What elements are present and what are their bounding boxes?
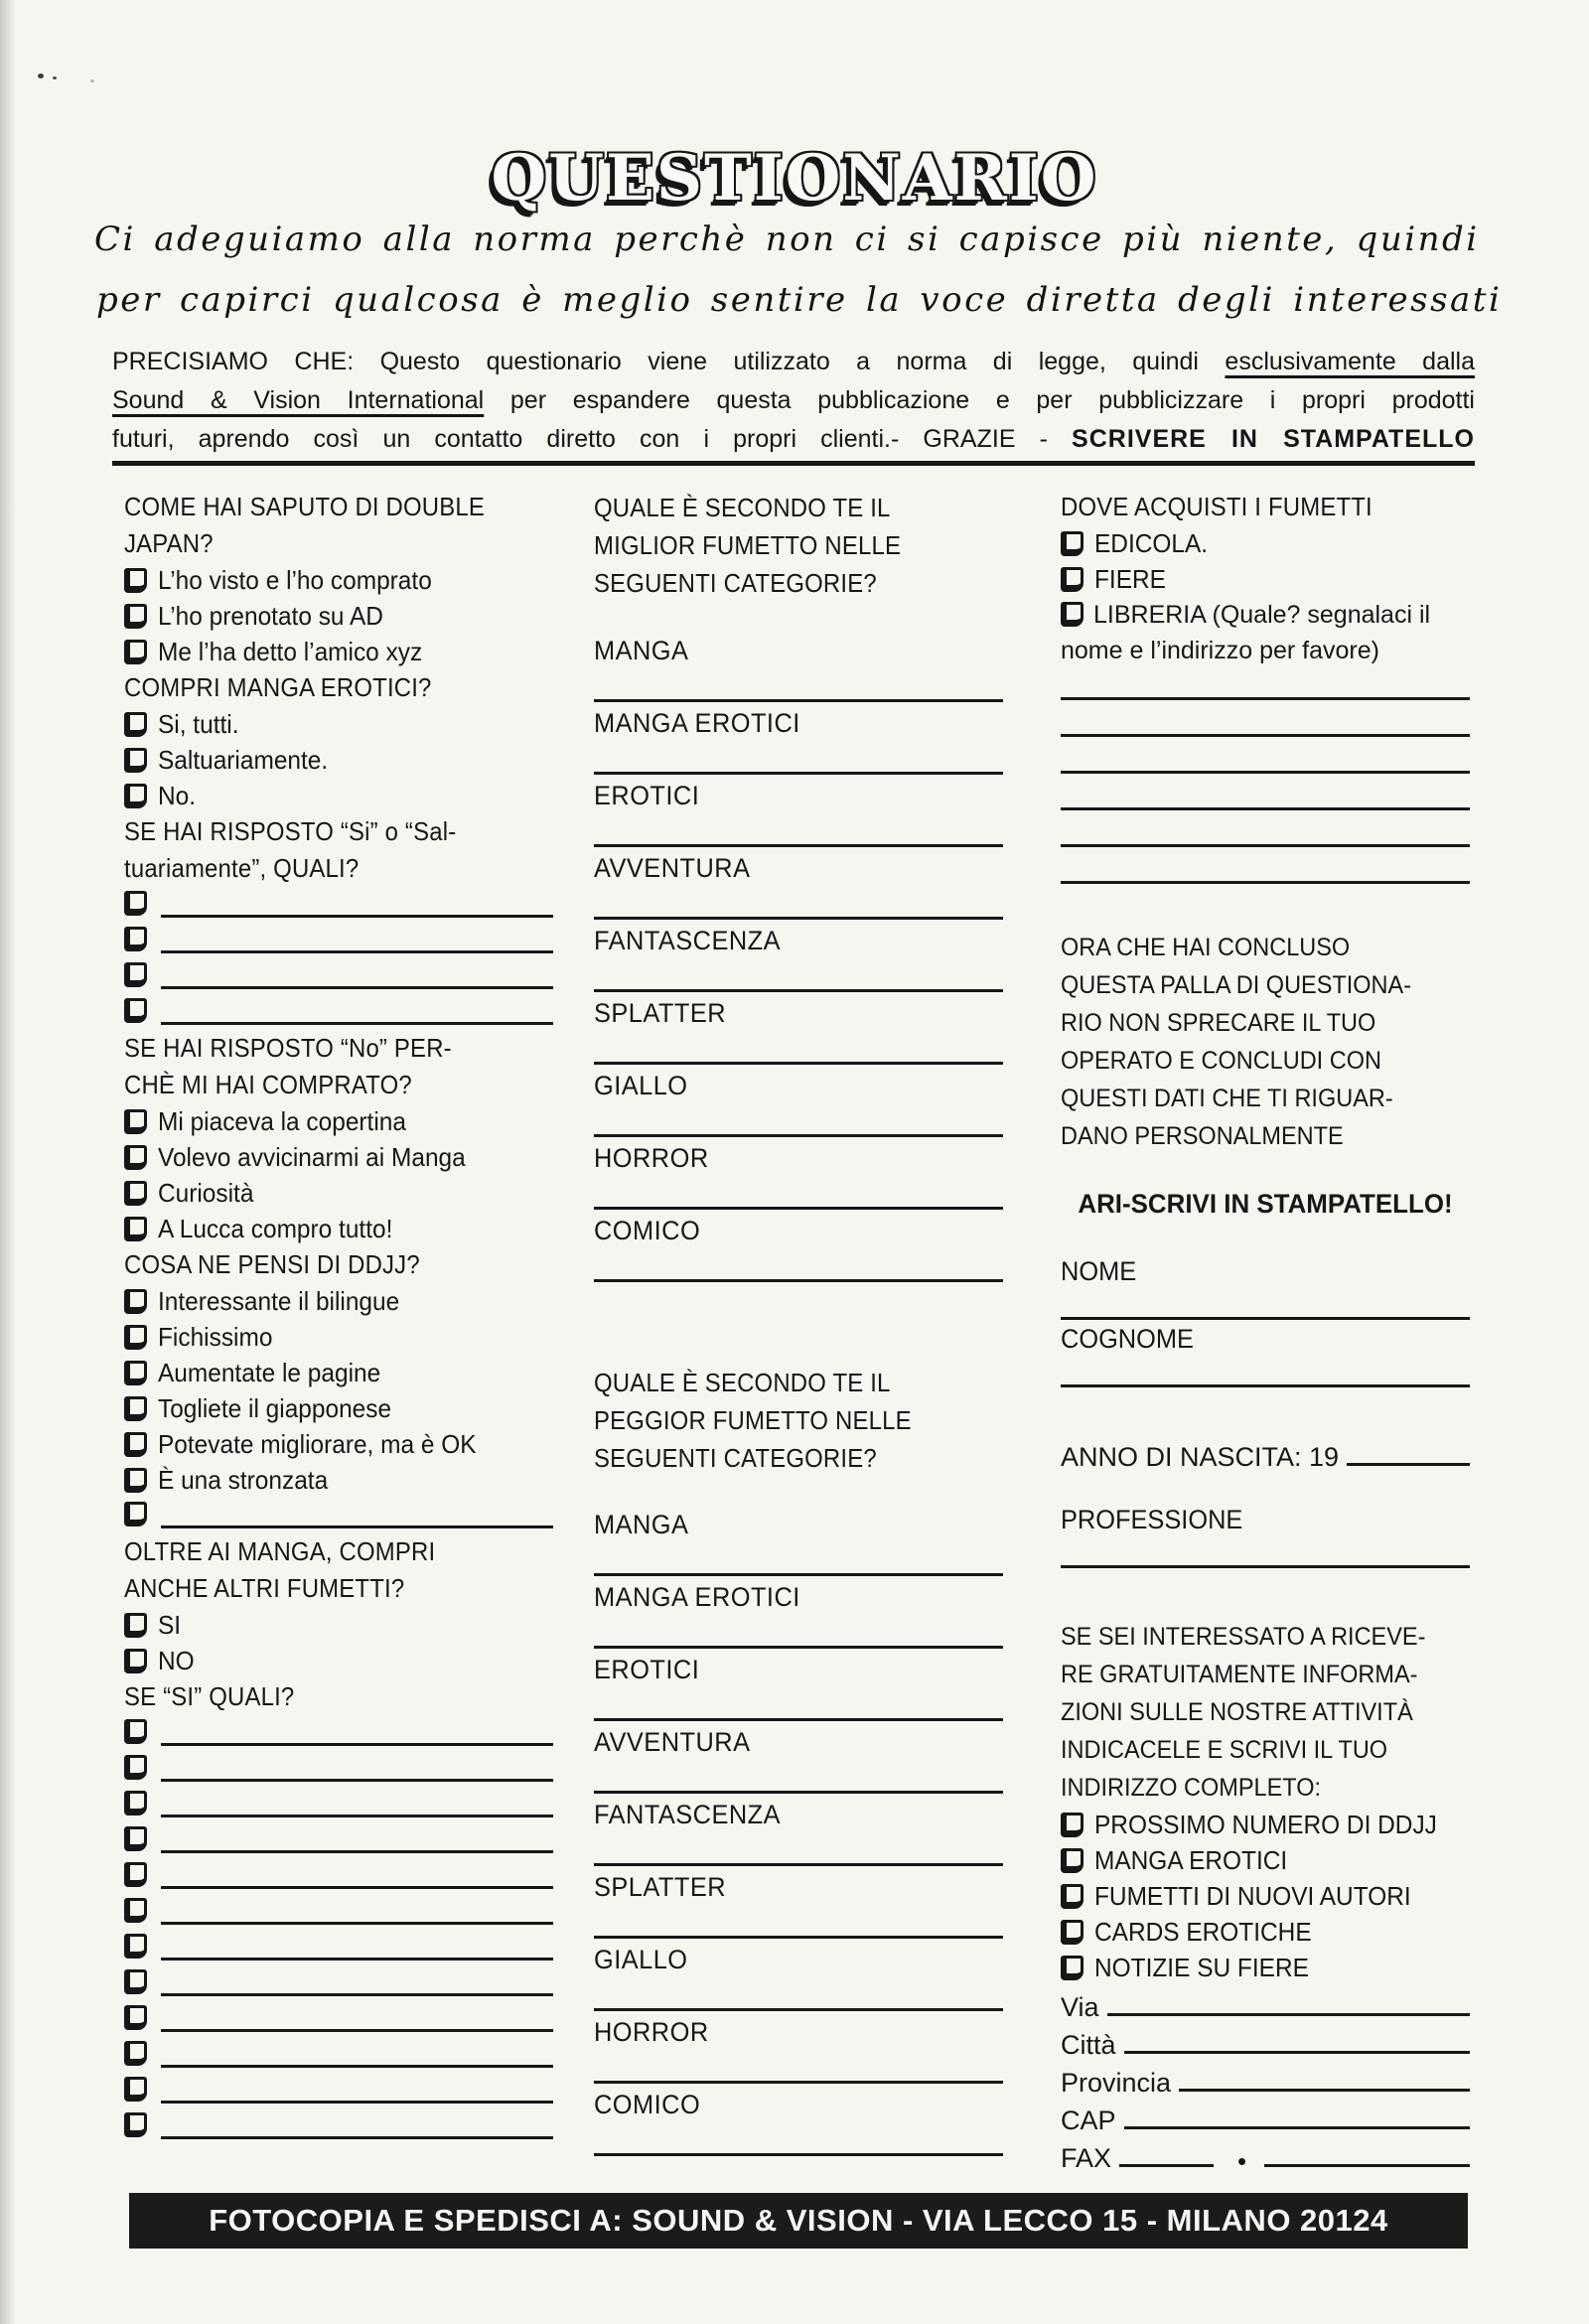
checkbox-option[interactable] (124, 1103, 553, 1139)
question-title: QUALE È SECONDO TE IL PEGGIOR FUMETTO NELLE SEGUENTI CATEGORIE? (594, 1368, 912, 1473)
option-label: No. (158, 780, 197, 810)
checkbox-option[interactable] (124, 634, 553, 669)
emphasis-note: ARI-SCRIVI IN STAMPATELLO! (1078, 1189, 1453, 1219)
category-field (594, 998, 1003, 1071)
page-title-text: QUESTIONARIO (491, 141, 1098, 216)
checkbox-option-wrapped[interactable] (1061, 597, 1470, 668)
category-label: EROTICI (594, 1655, 700, 1684)
write-in-line[interactable] (1061, 1317, 1470, 1320)
checkbox-option[interactable] (124, 1139, 553, 1175)
write-in-line[interactable] (1124, 2051, 1470, 2054)
category-label: COMICO (594, 1216, 701, 1245)
checkbox-icon[interactable] (124, 1934, 147, 1959)
option-label: PROSSIMO NUMERO DI DDJJ (1094, 1809, 1437, 1839)
checkbox-icon[interactable] (124, 1361, 147, 1385)
category-label: MANGA (594, 1510, 689, 1539)
category-label: MANGA (594, 636, 689, 665)
category-field (594, 1216, 1003, 1288)
write-in-line[interactable] (594, 2008, 1003, 2011)
checkbox-option[interactable] (124, 562, 553, 598)
notice-underlined: Sound & Vision International (112, 386, 485, 414)
write-in-row[interactable] (1061, 742, 1470, 779)
category-label: MANGA EROTICI (594, 1582, 800, 1612)
spacer (594, 1288, 1003, 1364)
checkbox-icon[interactable] (124, 1791, 147, 1816)
write-in-line[interactable] (161, 1922, 553, 1925)
option-label: Aumentate le pagine (158, 1357, 381, 1387)
write-in-row[interactable] (1061, 705, 1470, 742)
checkbox-option[interactable] (1061, 1842, 1470, 1878)
write-in-line[interactable] (161, 1743, 553, 1746)
write-in-row[interactable] (1061, 815, 1470, 852)
notice-bold: SCRIVERE IN STAMPATELLO (1072, 425, 1475, 453)
checkbox-option[interactable] (124, 706, 553, 742)
option-label: MANGA EROTICI (1094, 1844, 1288, 1875)
checkbox-icon[interactable] (1061, 1848, 1083, 1873)
option-label: È una stronzata (158, 1464, 329, 1495)
checkbox-icon[interactable] (124, 998, 147, 1023)
checkbox-write-in[interactable] (124, 1751, 553, 1787)
spacer (1061, 1572, 1470, 1618)
checkbox-icon[interactable] (124, 1755, 147, 1780)
checkbox-option[interactable] (1061, 525, 1470, 561)
checkbox-icon[interactable] (124, 1613, 147, 1638)
write-in-line[interactable] (594, 1718, 1003, 1721)
option-label: Me l’ha detto l’amico xyz (158, 636, 423, 666)
field-label: Via (1061, 1992, 1099, 2022)
checkbox-option[interactable] (124, 1175, 553, 1211)
checkbox-icon[interactable] (124, 1969, 147, 1994)
checkbox-option[interactable] (1061, 1878, 1470, 1914)
spacer (1061, 889, 1470, 929)
checkbox-option[interactable] (124, 1462, 553, 1498)
checkbox-write-in[interactable] (124, 958, 553, 994)
notice-line-2 (112, 381, 1475, 420)
write-in-line[interactable] (594, 1646, 1003, 1649)
checkbox-icon[interactable] (1061, 1884, 1083, 1909)
paragraph: SE SEI INTERESSATO A RICEVE- RE GRATUITAMENTE INFORMA- ZIONI SULLE NOSTRE ATTIVITÀ INDICACELE E SCRIVI IL TUO INDIRIZZO COMPLETO: (1061, 1623, 1426, 1802)
category-label: SPLATTER (594, 998, 727, 1028)
checkbox-icon[interactable] (124, 2041, 147, 2066)
checkbox-icon[interactable] (124, 604, 147, 629)
checkbox-option[interactable] (1061, 561, 1470, 597)
category-field (594, 781, 1003, 853)
question-title: DOVE ACQUISTI I FUMETTI (1061, 492, 1372, 521)
category-field (594, 636, 1003, 708)
checkbox-write-in[interactable] (124, 1715, 553, 1751)
checkbox-icon[interactable] (124, 748, 147, 773)
checkbox-icon[interactable] (124, 1396, 147, 1421)
write-in-row[interactable] (1061, 668, 1470, 705)
write-in-line[interactable] (161, 2101, 553, 2104)
category-label: COMICO (594, 2090, 701, 2119)
write-in-line[interactable] (1061, 807, 1470, 810)
write-in-line[interactable] (161, 915, 553, 918)
option-label: EDICOLA. (1094, 527, 1209, 558)
write-in-line[interactable] (594, 1936, 1003, 1939)
write-in-line[interactable] (594, 772, 1003, 775)
checkbox-option[interactable] (1061, 1807, 1470, 1842)
question-title: SE HAI RISPOSTO “Si” o “Sal- tuariamente”, QUALI? (124, 816, 457, 883)
field-label: CAP (1061, 2106, 1116, 2135)
option-label: nome e l’indirizzo per favore) (1061, 637, 1379, 664)
checkbox-write-in[interactable] (124, 994, 553, 1030)
field-label: COGNOME (1061, 1324, 1194, 1354)
notice-underlined: esclusivamente dalla (1225, 348, 1475, 375)
page-title (0, 141, 1589, 216)
intro-line-2: per capirci qualcosa è meglio sentire la voce diretta degli interessati (96, 280, 1503, 320)
write-in-line[interactable] (594, 2081, 1003, 2084)
write-in-line[interactable] (1061, 771, 1470, 774)
checkbox-icon[interactable] (124, 712, 147, 737)
option-label: Volevo avvicinarmi ai Manga (158, 1141, 466, 1172)
checkbox-icon[interactable] (1061, 531, 1083, 556)
checkbox-write-in[interactable] (124, 1858, 553, 1894)
option-label: FIERE (1094, 563, 1166, 594)
checkbox-icon[interactable] (124, 1289, 147, 1314)
option-label: L’ho visto e l’ho comprato (158, 564, 432, 595)
category-label: GIALLO (594, 1071, 688, 1100)
checkbox-write-in[interactable] (124, 1787, 553, 1822)
bullet-dot: • (1237, 2146, 1247, 2176)
write-in-line[interactable] (1264, 2164, 1470, 2167)
spacer (1061, 1225, 1470, 1256)
write-in-row[interactable] (1061, 779, 1470, 815)
spacer (1061, 1155, 1470, 1187)
category-label: SPLATTER (594, 1872, 727, 1902)
category-label: AVVENTURA (594, 1727, 751, 1757)
category-field (594, 853, 1003, 926)
question-title: QUALE È SECONDO TE IL MIGLIOR FUMETTO NELLE SEGUENTI CATEGORIE? (594, 493, 902, 598)
category-field (594, 1727, 1003, 1800)
field-label: PROFESSIONE (1061, 1505, 1243, 1534)
inline-form-field (1061, 1435, 1470, 1473)
write-in-row[interactable] (1061, 852, 1470, 889)
option-label: SI (158, 1609, 182, 1640)
questionnaire-column-right (1061, 489, 1470, 2174)
checkbox-option[interactable] (124, 742, 553, 778)
option-label: CARDS EROTICHE (1094, 1916, 1312, 1947)
write-in-line[interactable] (594, 2153, 1003, 2156)
notice-text: per espandere questa pubblicazione e per pubblicizzare i propri prodotti (484, 386, 1475, 414)
option-line-1 (1061, 597, 1470, 633)
write-in-line[interactable] (1061, 881, 1470, 884)
field-label: ANNO DI NASCITA: 19 (1061, 1442, 1340, 1472)
form-field (1061, 1505, 1470, 1572)
form-field (1061, 1256, 1470, 1324)
write-in-line[interactable] (161, 1886, 553, 1889)
checkbox-icon[interactable] (124, 891, 147, 916)
scan-artifact-dots (38, 73, 44, 78)
question-title: COME HAI SAPUTO DI DOUBLE JAPAN? (124, 492, 486, 558)
checkbox-icon[interactable] (124, 1217, 147, 1241)
intro-line-1: Ci adeguiamo alla norma perchè non ci si capisce più niente, quindi (94, 219, 1480, 259)
checkbox-write-in[interactable] (124, 1498, 553, 1533)
write-in-line[interactable] (1347, 1463, 1470, 1466)
checkbox-icon[interactable] (124, 784, 147, 808)
inline-form-field (1061, 1985, 1470, 2023)
spacer (1061, 1473, 1470, 1505)
checkbox-option[interactable] (124, 598, 553, 634)
option-label: Saltuariamente. (158, 744, 329, 775)
field-label: Provincia (1061, 2068, 1172, 2098)
notice-line-1 (112, 343, 1475, 381)
checkbox-icon[interactable] (124, 1432, 147, 1457)
category-label: FANTASCENZA (594, 926, 782, 955)
write-in-line[interactable] (594, 1207, 1003, 1210)
write-in-line[interactable] (161, 986, 553, 989)
checkbox-icon[interactable] (124, 1468, 147, 1493)
write-in-line[interactable] (161, 1958, 553, 1961)
write-in-line[interactable] (1061, 734, 1470, 737)
checkbox-option[interactable] (124, 778, 553, 813)
checkbox-icon[interactable] (124, 568, 147, 593)
checkbox-icon[interactable] (1061, 567, 1083, 592)
question-title: OLTRE AI MANGA, COMPRI ANCHE ALTRI FUMETTI? (124, 1536, 436, 1603)
checkbox-icon[interactable] (124, 2077, 147, 2102)
inline-form-field (1061, 2023, 1470, 2061)
write-in-line[interactable] (161, 1779, 553, 1782)
checkbox-icon[interactable] (124, 640, 147, 664)
paragraph: ORA CHE HAI CONCLUSO QUESTA PALLA DI QUESTIONA- RIO NON SPRECARE IL TUO OPERATO E CONCLUDI CON QUESTI DATI CHE TI RIGUAR- DANO PERSONALMENTE (1061, 934, 1412, 1150)
write-in-line[interactable] (1061, 1565, 1470, 1568)
category-label: GIALLO (594, 1945, 688, 1974)
checkbox-write-in[interactable] (124, 1822, 553, 1858)
footer-banner: FOTOCOPIA E SPEDISCI A: SOUND & VISION - VIA LECCO 15 - MILANO 20124 (129, 2193, 1468, 2249)
inline-form-field (1061, 2061, 1470, 2099)
checkbox-write-in[interactable] (124, 1965, 553, 2001)
category-field (594, 708, 1003, 781)
write-in-line[interactable] (161, 1993, 553, 1996)
checkbox-option[interactable] (124, 1319, 553, 1355)
field-label: NOME (1061, 1256, 1137, 1286)
category-field (594, 1510, 1003, 1582)
checkbox-write-in[interactable] (124, 2001, 553, 2037)
category-field (594, 1655, 1003, 1727)
category-field (594, 1143, 1003, 1216)
checkbox-write-in[interactable] (124, 2037, 553, 2073)
checkbox-icon[interactable] (124, 1109, 147, 1134)
checkbox-icon[interactable] (124, 1898, 147, 1923)
checkbox-icon[interactable] (124, 2112, 147, 2137)
notice-line-3 (112, 420, 1475, 459)
notice-text: futuri, aprendo così un contatto diretto con i propri clienti.- GRAZIE - (112, 425, 1073, 453)
write-in-line[interactable] (594, 844, 1003, 847)
fax-field (1061, 2136, 1470, 2174)
category-label: AVVENTURA (594, 853, 751, 883)
option-label: Togliete il giapponese (158, 1392, 392, 1423)
legal-notice (112, 343, 1475, 459)
write-in-line[interactable] (161, 2029, 553, 2032)
write-in-line[interactable] (594, 989, 1003, 992)
option-label: A Lucca compro tutto! (158, 1213, 393, 1243)
option-label: NOTIZIE SU FIERE (1094, 1952, 1309, 1982)
option-label: Potevate migliorare, ma è OK (158, 1428, 477, 1459)
checkbox-write-in[interactable] (124, 2073, 553, 2108)
question-title: SE “SI” QUALI? (124, 1681, 295, 1711)
category-field (594, 1582, 1003, 1655)
write-in-line[interactable] (1119, 2164, 1214, 2167)
option-label: Interessante il bilingue (158, 1285, 400, 1316)
checkbox-option[interactable] (124, 1643, 553, 1678)
checkbox-option[interactable] (124, 1211, 553, 1246)
checkbox-write-in[interactable] (124, 887, 553, 923)
question-title: COMPRI MANGA EROTICI? (124, 672, 432, 702)
checkbox-icon[interactable] (124, 1719, 147, 1744)
checkbox-write-in[interactable] (124, 2108, 553, 2144)
write-in-line[interactable] (1107, 2013, 1470, 2016)
option-label: LIBRERIA (Quale? segnalaci il (1093, 601, 1431, 629)
checkbox-option[interactable] (1061, 1914, 1470, 1950)
checkbox-icon[interactable] (124, 927, 147, 951)
write-in-line[interactable] (594, 699, 1003, 702)
write-in-line[interactable] (161, 950, 553, 953)
checkbox-icon[interactable] (124, 1181, 147, 1206)
checkbox-option[interactable] (124, 1355, 553, 1390)
category-field (594, 1800, 1003, 1872)
category-label: HORROR (594, 2017, 709, 2047)
write-in-line[interactable] (594, 1573, 1003, 1576)
write-in-line[interactable] (594, 1863, 1003, 1866)
field-label: Città (1061, 2030, 1116, 2060)
checkbox-write-in[interactable] (124, 1930, 553, 1965)
inline-form-field (1061, 2099, 1470, 2136)
option-label: Curiosità (158, 1177, 254, 1208)
spacer (594, 1477, 1003, 1510)
checkbox-icon[interactable] (124, 1862, 147, 1887)
category-field (594, 1872, 1003, 1945)
write-in-line[interactable] (161, 2065, 553, 2068)
question-title: COSA NE PENSI DI DDJJ? (124, 1249, 420, 1279)
write-in-line[interactable] (594, 1279, 1003, 1282)
option-label: Si, tutti. (158, 708, 239, 739)
write-in-line[interactable] (594, 917, 1003, 920)
checkbox-write-in[interactable] (124, 923, 553, 958)
field-label: FAX (1061, 2143, 1112, 2173)
spacer (1061, 1391, 1470, 1435)
write-in-line[interactable] (1061, 697, 1470, 700)
checkbox-option[interactable] (124, 1426, 553, 1462)
category-label: HORROR (594, 1143, 709, 1173)
form-field (1061, 1324, 1470, 1391)
write-in-line[interactable] (161, 1850, 553, 1853)
spacer (594, 602, 1003, 636)
checkbox-icon[interactable] (1061, 602, 1083, 627)
category-field (594, 1071, 1003, 1143)
checkbox-option[interactable] (1061, 1950, 1470, 1985)
checkbox-option[interactable] (124, 1607, 553, 1643)
checkbox-option[interactable] (124, 1390, 553, 1426)
divider-rule (112, 461, 1475, 466)
checkbox-icon[interactable] (1061, 1813, 1083, 1837)
questionnaire-column-left (124, 489, 553, 2144)
category-label: EROTICI (594, 781, 700, 810)
write-in-line[interactable] (594, 1134, 1003, 1137)
notice-text: PRECISIAMO CHE: Questo questionario viene utilizzato a norma di legge, quindi (112, 348, 1226, 375)
option-label: Fichissimo (158, 1321, 273, 1352)
question-title: SE HAI RISPOSTO “No” PER- CHÈ MI HAI COMPRATO? (124, 1033, 452, 1099)
write-in-line[interactable] (161, 1022, 553, 1025)
checkbox-icon[interactable] (124, 1826, 147, 1851)
category-label: FANTASCENZA (594, 1800, 782, 1829)
checkbox-icon[interactable] (124, 2005, 147, 2030)
option-label: NO (158, 1645, 195, 1675)
category-field (594, 2090, 1003, 2162)
checkbox-icon[interactable] (124, 962, 147, 987)
checkbox-icon[interactable] (124, 1325, 147, 1350)
write-in-line[interactable] (1124, 2126, 1470, 2129)
write-in-line[interactable] (1179, 2089, 1470, 2092)
option-label: Mi piaceva la copertina (158, 1105, 406, 1136)
option-label: FUMETTI DI NUOVI AUTORI (1094, 1880, 1411, 1911)
option-label: L’ho prenotato su AD (158, 600, 383, 631)
write-in-line[interactable] (594, 1062, 1003, 1065)
checkbox-option[interactable] (124, 1283, 553, 1319)
category-field (594, 926, 1003, 998)
checkbox-icon[interactable] (124, 1502, 147, 1526)
checkbox-icon[interactable] (1061, 1956, 1083, 1980)
checkbox-icon[interactable] (124, 1649, 147, 1673)
write-in-line[interactable] (161, 2136, 553, 2139)
category-field (594, 2017, 1003, 2090)
write-in-line[interactable] (161, 1815, 553, 1817)
write-in-line[interactable] (594, 1791, 1003, 1794)
category-field (594, 1945, 1003, 2017)
checkbox-icon[interactable] (124, 1145, 147, 1170)
write-in-line[interactable] (1061, 1384, 1470, 1387)
checkbox-icon[interactable] (1061, 1920, 1083, 1945)
questionnaire-column-middle (594, 489, 1003, 2162)
write-in-line[interactable] (1061, 844, 1470, 847)
checkbox-write-in[interactable] (124, 1894, 553, 1930)
category-label: MANGA EROTICI (594, 708, 800, 738)
write-in-line[interactable] (161, 1525, 553, 1528)
